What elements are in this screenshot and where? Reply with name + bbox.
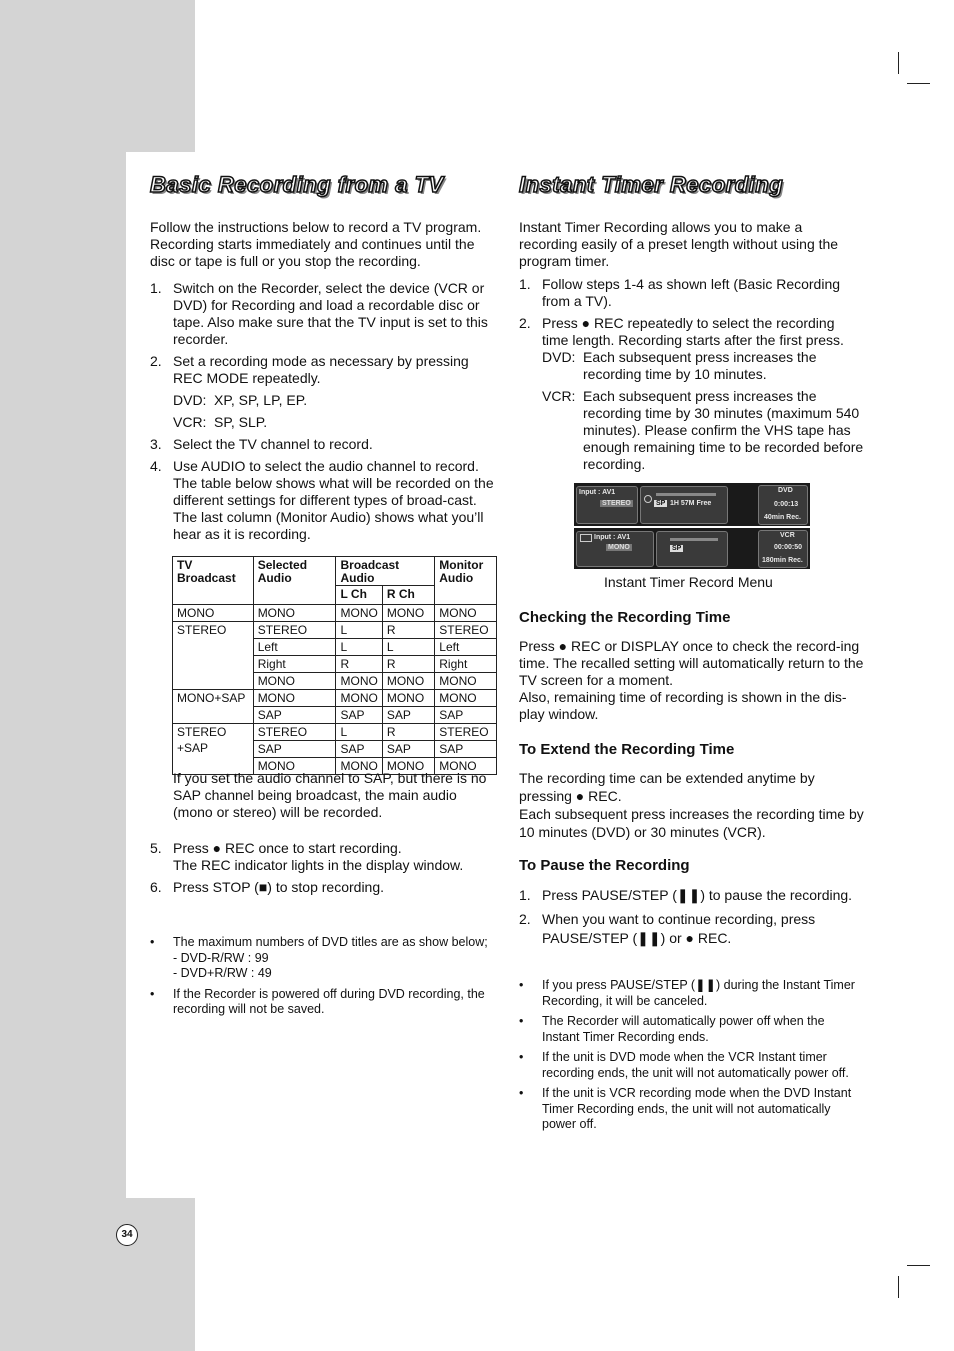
table-header: Selected Audio <box>253 557 336 605</box>
right-section-title: Instant Timer Recording <box>519 172 784 197</box>
table-cell: L <box>336 724 382 741</box>
paragraph-text: The recording time can be extended anytime by pressing ● REC. <box>519 770 815 804</box>
table-cell: MONO <box>435 605 497 622</box>
bullet: • <box>519 1014 524 1028</box>
bullet: • <box>519 1050 524 1064</box>
table-cell: MONO <box>336 758 382 775</box>
pause-heading: To Pause the Recording <box>519 857 690 874</box>
table-cell: MONO <box>336 673 382 690</box>
table-cell-broadcast: MONO+SAP <box>173 690 254 724</box>
table-cell: MONO <box>382 673 434 690</box>
left-steps-a <box>150 280 500 548</box>
table-cell: STEREO <box>253 622 336 639</box>
step-number: 1. <box>519 276 531 292</box>
pause-steps <box>519 886 864 953</box>
table-body <box>173 605 497 775</box>
progress-bar <box>656 493 716 496</box>
left-notes <box>150 935 500 1023</box>
step-item <box>150 280 500 348</box>
table-cell: MONO <box>382 758 434 775</box>
table-cell: R <box>336 656 382 673</box>
table-cell: SAP <box>435 741 497 758</box>
table-cell-broadcast: STEREO +SAP <box>173 724 254 775</box>
osd-mode-label: SP <box>656 500 666 507</box>
note-item <box>519 978 864 1009</box>
left-intro: Follow the instructions below to record a TV program. Recording starts immediately and continues until the disc or tape is full or you stop the recording. <box>150 219 482 269</box>
step-text: Set a recording mode as necessary by pressing REC MODE repeatedly. <box>173 353 469 386</box>
right-intro: Instant Timer Recording allows you to make a recording easily of a preset length without using the program timer. <box>519 219 839 269</box>
table-row <box>173 622 497 639</box>
step-item <box>150 458 500 543</box>
osd-caption: Instant Timer Record Menu <box>604 574 773 590</box>
table-row <box>173 690 497 707</box>
note-item <box>519 1050 864 1081</box>
mode-line <box>542 388 864 473</box>
table-cell: SAP <box>253 707 336 724</box>
step-number: 5. <box>150 840 162 856</box>
bullet: • <box>519 978 524 992</box>
table-cell: MONO <box>253 690 336 707</box>
mode-value: Each subsequent press increases the recording time by 10 minutes. <box>583 349 817 382</box>
mode-key: DVD: <box>173 392 207 408</box>
step-text: Press STOP (■) to stop recording. <box>173 879 385 895</box>
table-cell: STEREO <box>435 622 497 639</box>
paragraph-text: Press ● REC or DISPLAY once to check the record-ing time. The recalled setting will automatically return to the TV screen for a moment. <box>519 638 864 688</box>
after-table-text: If you set the audio channel to SAP, but there is no SAP channel being broadcast, the main audio (mono or stereo) will be recorded. <box>173 770 487 820</box>
mode-value: Each subsequent press increases the recording time by 30 minutes (maximum 540 minutes). Please confirm the VHS tape has enough remaining time to be recorded before recording. <box>583 388 864 472</box>
mode-line <box>173 392 500 409</box>
step-item <box>150 840 500 874</box>
step-item <box>519 315 864 473</box>
step-text: Switch on the Recorder, select the device (VCR or DVD) for Recording and load a recordable disc or tape. Also make sure that the TV input is set to this recorder. <box>173 280 488 347</box>
table-cell: Left <box>253 639 336 656</box>
audio-table <box>172 556 497 775</box>
osd-device-label: VCR <box>780 532 795 539</box>
table-cell: STEREO <box>435 724 497 741</box>
right-steps <box>519 276 864 478</box>
mode-line <box>173 414 500 431</box>
table-cell: MONO <box>435 758 497 775</box>
table-cell: MONO <box>382 690 434 707</box>
step-number: 2. <box>150 353 162 369</box>
osd-device-label: DVD <box>778 487 793 494</box>
step-text: Press PAUSE/STEP (❚❚) to pause the recording. <box>542 887 853 903</box>
note-line: - DVD+R/RW : 49 <box>173 966 272 980</box>
bullet: • <box>519 1086 524 1100</box>
crop-mark <box>898 1276 899 1298</box>
table-header: TV Broadcast <box>173 557 254 605</box>
note-text: If you press PAUSE/STEP (❚❚) during the Instant Timer Recording, it will be canceled. <box>542 978 855 1008</box>
mode-key: VCR: <box>542 388 576 404</box>
table-cell: SAP <box>435 707 497 724</box>
table-cell: SAP <box>382 707 434 724</box>
step-number: 2. <box>519 911 531 927</box>
osd-audio-label: MONO <box>608 544 630 551</box>
paragraph-text: Also, remaining time of recording is shown in the dis-play window. <box>519 689 847 722</box>
table-cell-broadcast: STEREO <box>173 622 254 690</box>
left-steps-b <box>150 840 500 901</box>
progress-bar <box>670 538 718 541</box>
table-cell: R <box>382 656 434 673</box>
step-number: 3. <box>150 436 162 452</box>
note-line: - DVD-R/RW : 99 <box>173 950 269 965</box>
margin-band-top <box>0 0 195 152</box>
table-cell: Right <box>435 656 497 673</box>
table-row <box>173 605 497 622</box>
table-cell: SAP <box>336 741 382 758</box>
osd-input-label: Input : AV1 <box>579 489 616 496</box>
table-cell: MONO <box>435 690 497 707</box>
table-row <box>173 724 497 741</box>
margin-band-left <box>0 152 126 1198</box>
osd-progress-box <box>656 531 728 567</box>
note-text: If the unit is VCR recording mode when the DVD Instant Timer Recording ends, the unit will not automatically power off. <box>542 1086 852 1131</box>
checking-text <box>519 638 864 723</box>
note-item <box>150 935 500 982</box>
crop-mark <box>907 83 930 84</box>
step-number: 1. <box>150 280 162 296</box>
osd-vcr-panel <box>574 528 810 569</box>
table-subheader: R Ch <box>382 586 434 605</box>
table-header: Broadcast Audio <box>336 557 435 586</box>
table-cell: Right <box>253 656 336 673</box>
note-text: If the Recorder is powered off during DVD recording, the recording will not be saved. <box>173 986 485 1016</box>
note-text: The maximum numbers of DVD titles are as show below; <box>173 935 488 949</box>
step-text: Press ● REC repeatedly to select the recording time length. Recording starts after the first press. <box>542 315 844 348</box>
bullet: • <box>150 986 155 1001</box>
step-item <box>150 353 500 431</box>
table-cell: R <box>382 622 434 639</box>
table-cell: MONO <box>253 673 336 690</box>
margin-band-bottom <box>0 1198 195 1351</box>
tape-icon <box>580 534 592 542</box>
table-cell: SAP <box>336 707 382 724</box>
crop-mark <box>907 1265 930 1266</box>
table-cell: MONO <box>336 690 382 707</box>
table-cell-broadcast: MONO <box>173 605 254 622</box>
osd-rec-label: 180min Rec. <box>762 557 803 564</box>
table-cell: MONO <box>253 758 336 775</box>
bullet: • <box>150 935 155 949</box>
step-item <box>519 910 864 948</box>
osd-audio-label: STEREO <box>602 500 631 507</box>
table-cell: MONO <box>253 605 336 622</box>
step-text: The REC indicator lights in the display window. <box>173 857 464 873</box>
osd-input-label: Input : AV1 <box>594 534 631 541</box>
osd-mode-label: SP <box>672 545 682 552</box>
osd-free-label: 1H 57M Free <box>670 500 712 507</box>
table-cell: MONO <box>382 605 434 622</box>
note-text: The Recorder will automatically power off when the Instant Timer Recording ends. <box>542 1014 825 1044</box>
extend-heading: To Extend the Recording Time <box>519 741 735 758</box>
table-cell: MONO <box>336 605 382 622</box>
table-cell: L <box>382 639 434 656</box>
note-text: If the unit is DVD mode when the VCR Instant timer recording ends, the unit will not automatically power off. <box>542 1050 849 1080</box>
table-subheader: L Ch <box>336 586 382 605</box>
mode-key: VCR: <box>173 414 207 430</box>
step-number: 6. <box>150 879 162 895</box>
mode-key: DVD: <box>542 349 576 365</box>
table-cell: L <box>336 639 382 656</box>
mode-value: XP, SP, LP, EP. <box>214 392 308 408</box>
step-item <box>150 436 500 453</box>
step-text: When you want to continue recording, press PAUSE/STEP (❚❚) or ● REC. <box>542 911 816 946</box>
disc-icon <box>644 495 652 503</box>
step-number: 2. <box>519 315 531 331</box>
step-text: Use AUDIO to select the audio channel to record. The table below shows what will be recorded on the different settings for different types of broad-cast. The last column (Monitor Audio) shows what you’ll hear as it is recording. <box>173 458 494 542</box>
note-item <box>150 987 500 1018</box>
step-item <box>150 879 500 896</box>
step-text: Press ● REC once to start recording. <box>173 840 402 856</box>
right-notes <box>519 978 864 1138</box>
table-cell: SAP <box>382 741 434 758</box>
step-text: Follow steps 1-4 as shown left (Basic Recording from a TV). <box>542 276 841 309</box>
step-item <box>519 886 864 905</box>
paragraph-text: Each subsequent press increases the recording time by 10 minutes (DVD) or 30 minutes (VCR). <box>519 806 864 840</box>
table-cell: STEREO <box>253 724 336 741</box>
table-cell: SAP <box>253 741 336 758</box>
osd-dvd-panel <box>574 483 810 526</box>
extend-text <box>519 769 864 841</box>
table-cell: Left <box>435 639 497 656</box>
step-item <box>519 276 864 310</box>
page-number: 34 <box>116 1224 138 1246</box>
table-cell: MONO <box>435 673 497 690</box>
mode-line <box>542 349 864 383</box>
crop-mark <box>898 52 899 74</box>
mode-value: SP, SLP. <box>214 414 268 430</box>
table-cell: L <box>336 622 382 639</box>
note-item <box>519 1014 864 1045</box>
left-section-title: Basic Recording from a TV <box>150 172 444 197</box>
osd-time-label: 0:00:13 <box>774 501 799 508</box>
table-cell: R <box>382 724 434 741</box>
table-header: Monitor Audio <box>435 557 497 605</box>
note-item <box>519 1086 864 1133</box>
step-number: 4. <box>150 458 162 474</box>
osd-rec-label: 40min Rec. <box>764 514 801 521</box>
osd-time-label: 00:00:50 <box>774 544 803 551</box>
step-text: Select the TV channel to record. <box>173 436 373 452</box>
checking-heading: Checking the Recording Time <box>519 609 731 626</box>
step-number: 1. <box>519 887 531 903</box>
